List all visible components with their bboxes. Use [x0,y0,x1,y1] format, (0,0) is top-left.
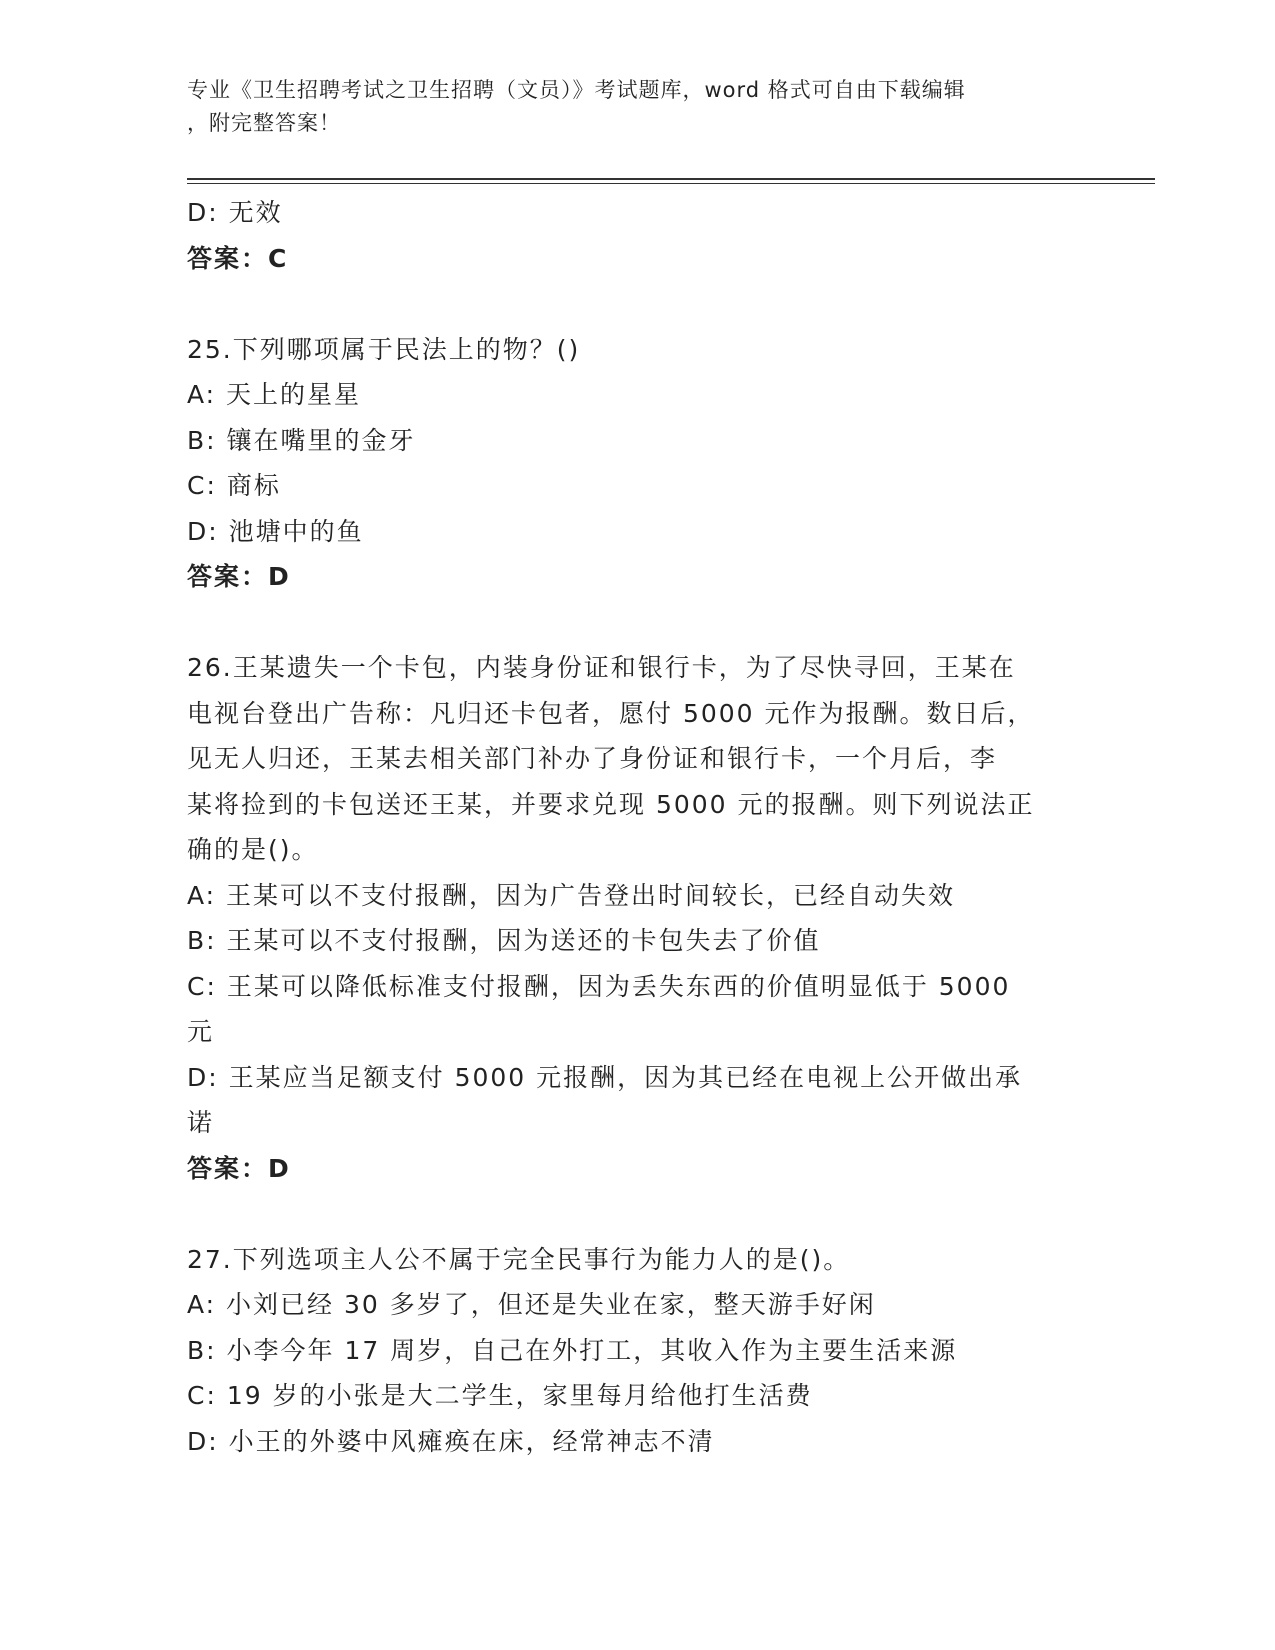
q26-option-b: B: 王某可以不支付报酬，因为送还的卡包失去了价值 [187,926,821,955]
header-divider-thin [187,183,1155,184]
q26-option-d-cont: 诺 [187,1108,215,1137]
q25-option-a: A: 天上的星星 [187,380,362,409]
q25-option-d: D: 池塘中的鱼 [187,516,364,546]
header-line-2: ，附完整答案！ [187,111,341,135]
q26-option-c: C: 王某可以降低标准支付报酬，因为丢失东西的价值明显低于 5000 [187,971,1011,1001]
q25-question: 25.下列哪项属于民法上的物？() [187,334,581,364]
document-header [187,74,1067,140]
q26-question-line: 26.王某遗失一个卡包，内装身份证和银行卡，为了尽快寻回，王某在 [187,653,1016,682]
q26-option-a: A: 王某可以不支付报酬，因为广告登出时间较长，已经自动失效 [187,880,956,910]
q26-answer: 答案：D [187,1153,291,1183]
q26-question-line: 确的是()。 [187,835,319,864]
q26-question-line: 见无人归还，王某去相关部门补办了身份证和银行卡，一个月后，李 [187,744,998,773]
q27-option-c: C: 19 岁的小张是大二学生，家里每月给他打生活费 [187,1381,813,1410]
q25-answer: 答案：D [187,562,291,591]
question-content [187,190,1087,1464]
header-line-1: 专业《卫生招聘考试之卫生招聘（文员）》考试题库，word 格式可自由下载编辑 [187,78,966,102]
prev-answer: 答案：C [187,243,289,273]
q27-option-b: B: 小李今年 17 周岁，自己在外打工，其收入作为主要生活来源 [187,1335,958,1365]
prev-option-d: D: 无效 [187,198,283,227]
q27-question: 27.下列选项主人公不属于完全民事行为能力人的是()。 [187,1244,851,1274]
q25-option-b: B: 镶在嘴里的金牙 [187,425,416,455]
q25-option-c: C: 商标 [187,471,281,500]
q26-question-line: 电视台登出广告称：凡归还卡包者，愿付 5000 元作为报酬。数日后， [187,698,1035,728]
spacer [187,600,1087,646]
q27-option-a: A: 小刘已经 30 多岁了，但还是失业在家，整天游手好闲 [187,1290,876,1319]
spacer [187,281,1087,327]
q26-option-c-cont: 元 [187,1017,215,1046]
q26-option-d: D: 王某应当足额支付 5000 元报酬，因为其已经在电视上公开做出承 [187,1062,1023,1092]
spacer [187,1191,1087,1237]
q27-option-d: D: 小王的外婆中风瘫痪在床，经常神志不清 [187,1426,715,1456]
header-divider-thick [187,178,1155,180]
q26-question-line: 某将捡到的卡包送还王某，并要求兑现 5000 元的报酬。则下列说法正 [187,789,1035,819]
